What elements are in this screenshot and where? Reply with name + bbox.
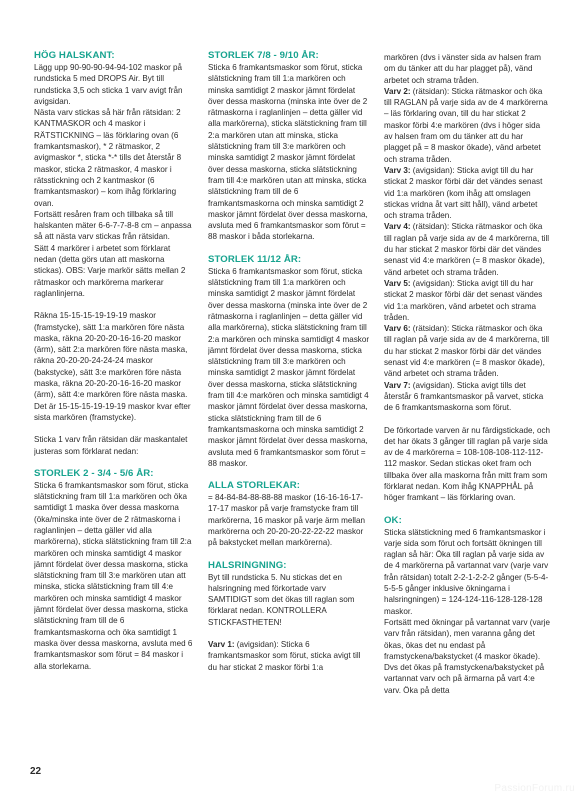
row-text: (rätsidan): Sticka rätmaskor och öka till RAGLAN på varje sida av de 4 markörerna – läs förklaring ovan, till du har stickat 2 maskor förbi 4:e markören (dvs i höger sida av halsen fram om du tänker att du har plagget på = 8 maskor ökade), vänd arbetet och strama tråden. xyxy=(384,86,548,164)
section-heading-halsringning: HALSRINGNING: xyxy=(208,559,287,571)
paragraph: Byt till rundsticka 5. Nu stickas det en halsringning med förkortade varv SAMTIDIGT som det ökas till raglan som förklarat nedan. KONTROLLERA STICKFASTHETEN! xyxy=(208,572,355,627)
row-text: (rätsidan): Sticka rätmaskor och öka till raglan på varje sida av de 4 markörerna, till du har stickat 2 maskor förbi där det vändes senast vid 4:e markören (= 8 maskor ökade), vänd arbetet och strama tråden. xyxy=(384,222,550,277)
column-right xyxy=(384,52,550,772)
section-heading-storlek-7-10: STORLEK 7/8 - 9/10 ÅR: xyxy=(208,50,319,61)
paragraph: Nästa varv stickas så här från rätsidan: 2 KANTMASKOR och 4 maskor i RÄTSTICKNING – läs förklaring ovan (6 framkantsmaskor), * 2 rätmaskor, 2 avigmaskor *, sticka *-* tills det återstår 8 maskor, sticka 2 rätmaskor, 4 maskor i rätsstickning och 2 kantmaskor (6 framkantsmaskor) – kom ihåg förklaring ovan. xyxy=(34,108,182,208)
watermark: PassionForum.ru xyxy=(494,783,575,794)
paragraph: Räkna 15-15-15-19-19-19 maskor (framstycke), sätt 1:a markören före nästa maska, räkna 20-20-20-16-16-20 maskor (ärm), sätt 2:a markören före nästa maska, räkna 20-20-20-24-24-24 maskor (bakstycke), sätt 3:e markören före nästa maska, räkna 20-20-20-16-16-20 maskor (ärm), sätt 4:e markören före nästa maska. Det är 15-15-15-19-19-19 maskor kvar efter sista markören (framstycke). xyxy=(34,311,191,422)
row-label: Varv 1: xyxy=(208,640,235,650)
paragraph: Sticka 6 framkantsmaskor som förut, sticka slätstickning fram till 1:a markören och minska samtidigt 2 maskor jämnt fördelat över dessa maskorna (minska inte över de 2 rätmaskorna i raglanlinjen – detta gäller vid alla markörerna), sticka slätstickning fram till 2:a markören och minska samtidigt 4 maskor jämnt fördelat över dessa maskorna, sticka slätstickning fram till 3:e markören och minska samtidigt 2 maskor jämnt fördelat över dessa maskorna, sticka slätstickning fram till 4:e markören och minska samtidigt 4 maskor jämnt fördelat över dessa maskorna, sticka slätstickning fram till de 6 framkantsmaskorna och minska samtidigt 2 maskor jämnt fördelat över dessa maskorna, avsluta med 6 framkantsmaskor som förut = 88 maskor. xyxy=(208,266,370,468)
row-instruction xyxy=(384,86,550,165)
row-instruction xyxy=(384,165,550,221)
section-heading-storlek-2-6: STORLEK 2 - 3/4 - 5/6 ÅR: xyxy=(34,467,154,479)
row-text: (rätsidan): Sticka rätmaskor och öka till raglan på varje sida av de 4 markörerna, till du har stickat 2 maskor förbi där det vändes senast vid 4:e markören (= 8 maskor ökade), vänd arbetet och strama tråden. xyxy=(384,324,550,379)
row-instruction xyxy=(384,221,550,277)
column-middle xyxy=(208,50,371,770)
row-label: Varv 4: xyxy=(384,222,411,232)
section-heading-storlek-11-12: STORLEK 11/12 ÅR: xyxy=(208,253,302,265)
row-label: Varv 2: xyxy=(384,86,411,96)
paragraph: Sticka slätstickning med 6 framkantsmaskor i varje sida som förut och fortsätt ökningen till raglan så här: Öka till raglan på varje sida av de 4 markörerna på vartannat varv (varje varv från rätsidan) totalt 2-2-1-2-2-2 gånger (5-5-4-5-5-5 gånger inklusive ökningarna i halsringningen) = 124-124-116-128-128-128 maskor. xyxy=(384,527,549,616)
paragraph: Sätt 4 markörer i arbetet som förklarat nedan (detta görs utan att maskorna stickas). OBS: Varje markör sätts mellan 2 rätmaskor och markörerna markerar raglanlinjerna. xyxy=(34,243,186,298)
row-label: Varv 7: xyxy=(384,380,411,390)
column-left xyxy=(34,50,194,770)
paragraph: Sticka 6 framkantsmaskor som förut, sticka slätstickning fram till 1:a markören och öka samtidigt 1 maska över dessa maskorna (öka/minska inte över de 2 rätmaskorna i raglanlinjen – detta gäller vid alla markörerna), sticka slätstickning fram till 2:a markören och minska samtidigt 4 maskor jämnt fördelat över dessa maskorna, sticka slätstickning fram till 3:e markören utan att minska, sticka slätstickning fram till 4:e markören och minska samtidigt 4 maskor jämnt fördelat över dessa maskorna, sticka slätstickning fram till de 6 framkantsmaskorna och öka samtidigt 1 maska över dessa maskorna, avsluta med 6 framkantsmaskor som förut = 84 maskor i alla storlekarna. xyxy=(34,480,193,671)
row-instruction xyxy=(384,278,550,323)
row-label: Varv 6: xyxy=(384,324,411,334)
section-heading-ok: OK: xyxy=(384,514,402,526)
row-instruction xyxy=(384,380,550,414)
paragraph: markören (dvs i vänster sida av halsen fram om du tänker att du har plagget på), vänd arbetet och strama tråden. xyxy=(384,53,541,85)
paragraph: Lägg upp 90-90-90-94-94-102 maskor på rundsticka 5 med DROPS Air. Byt till rundsticka 3,5 och sticka 1 varv avigt från avigsidan. xyxy=(34,63,183,106)
paragraph: De förkortade varven är nu färdigstickade, och det har ökats 3 gånger till raglan på varje sida av de 4 markörerna = 108-108-108-112-112-112 maskor. Sedan stickas oket fram och tillbaka över alla maskorna från mitt fram som förklarat nedan. Kom ihåg KNAPPHÅL på höger framkant – läs förklaring ovan. xyxy=(384,425,550,503)
row-label: Varv 5: xyxy=(384,278,411,288)
row-text: (avigsidan). Sticka avigt tills det återstår 6 framkantsmaskor på varvet, sticka de 6 framkantsmaskorna som förut. xyxy=(384,380,544,413)
paragraph: Fortsätt med ökningar på vartannat varv (varje varv från rätsidan), men varanna gång det ökas, ökas det nu endast på framstyckena/bakstycket (4 maskor ökade). Dvs det ökas på framstyckena/bakstycket på vartannat varv och på ärmarna på vart 4:e varv. Öka på detta xyxy=(384,617,550,695)
row-label: Varv 3: xyxy=(384,165,411,175)
paragraph: = 84-84-84-88-88-88 maskor (16-16-16-17-17-17 maskor på varje framstycke fram till markörerna, 16 maskor på varje ärm mellan markörerna och 20-20-20-22-22-22 maskor på bakstycket mellan markörerna). xyxy=(208,493,365,548)
paragraph: Sticka 6 framkantsmaskor som förut, sticka slätstickning fram till 1:a markören och minska samtidigt 2 maskor jämnt fördelat över dessa maskorna (minska inte över de 2 rätmaskorna i raglanlinjen – detta gäller vid alla markörerna), sticka slätstickning fram till 2:a markören utan att minska, sticka slätstickning fram till 3:e markören och minska samtidigt 2 maskor jämnt fördelat över dessa maskorna, sticka slätstickning fram till 4:e markören utan att minska, sticka slätstickning fram till de 6 framkantsmaskorna och minska samtidigt 2 maskor jämnt fördelat över dessa maskorna, avsluta med 6 framkantsmaskor som förut = 88 maskor i båda storlekarna. xyxy=(208,63,368,242)
paragraph: Fortsätt resåren fram och tillbaka så till halskanten mäter 6-6-7-7-8-8 cm – anpassa så att nästa varv stickas från rätsidan. xyxy=(34,209,192,242)
page-number: 22 xyxy=(30,766,42,777)
section-heading-hog-halskant: HÖG HALSKANT: xyxy=(34,50,115,61)
row-text: (avigsidan): Sticka 6 framkantsmaskor som förut, sticka avigt till du har stickat 2 maskor förbi 1:a xyxy=(208,640,361,672)
section-heading-alla-storlekar: ALLA STORLEKAR: xyxy=(208,480,301,492)
paragraph: Sticka 1 varv från rätsidan där maskantalet justeras som förklarat nedan: xyxy=(34,435,188,456)
row-text: (avigsidan): Sticka avigt till du har stickat 2 maskor förbi där det vändes senast vid 1:a markören (kom ihåg att omslagen stickas vridna åt vart sitt håll), vänd arbetet och strama tråden. xyxy=(384,165,543,221)
row-instruction xyxy=(208,639,371,673)
row-instruction xyxy=(384,323,550,379)
row-text: (avigsidan): Sticka avigt till du har stickat 2 maskor förbi där det senast vändes vid 1:a markören, vänd arbetet och strama tråden. xyxy=(384,278,543,322)
